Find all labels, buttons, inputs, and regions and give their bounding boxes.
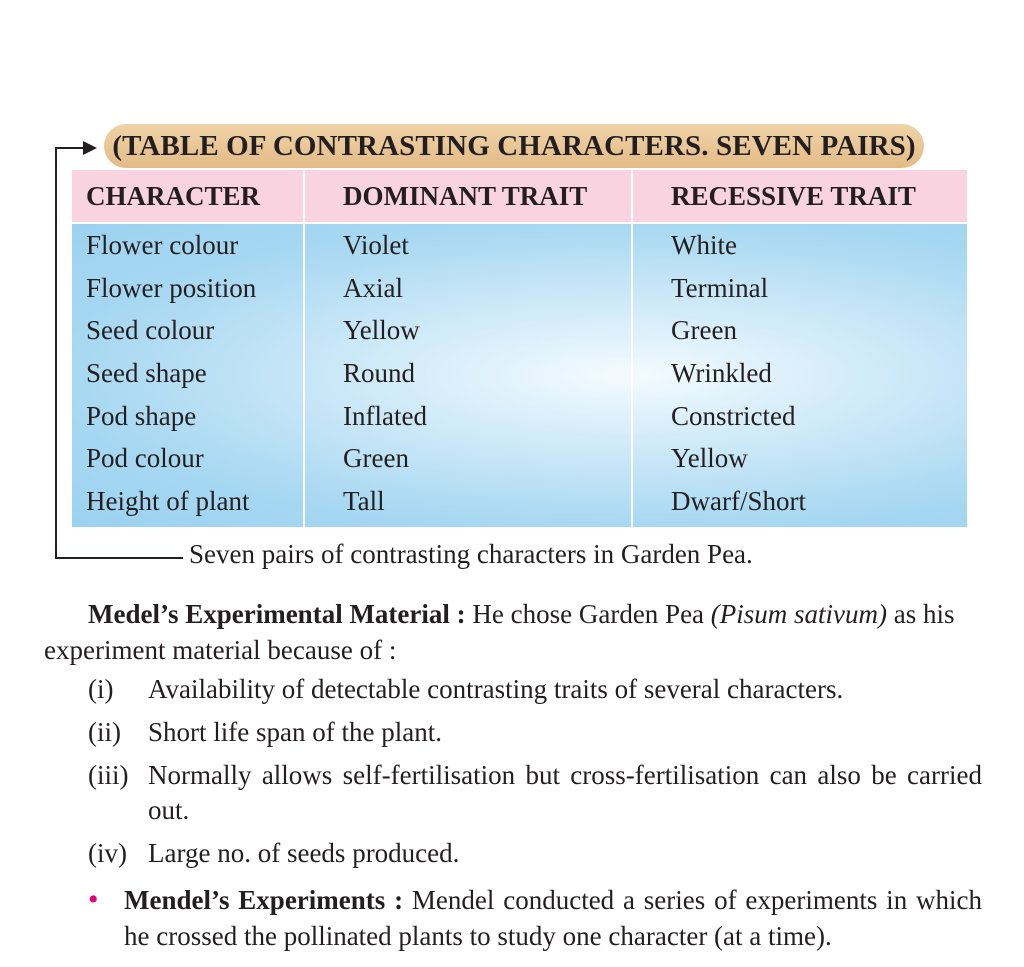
cell-dominant: Violet — [343, 230, 409, 260]
cell-character: Height of plant — [86, 486, 250, 517]
table-row — [72, 309, 967, 352]
table-row — [72, 437, 967, 480]
table-caption: Seven pairs of contrasting characters in Garden Pea. — [189, 539, 753, 569]
cell-dominant: Round — [343, 358, 416, 389]
bracket-line-vertical — [55, 148, 57, 559]
list-item-number: (ii) — [88, 717, 121, 747]
table-title: (TABLE OF CONTRASTING CHARACTERS. SEVEN PAIRS) — [112, 129, 916, 162]
cell-recessive: Constricted — [671, 400, 796, 431]
list-item-text: Availability of detectable contrasting traits of several characters. — [148, 674, 844, 704]
cell-dominant: Green — [343, 443, 409, 474]
list-item-number: (iv) — [88, 838, 127, 868]
table-row — [72, 267, 967, 310]
cell-recessive: Dwarf/Short — [671, 486, 806, 517]
cell-character: Flower position — [86, 272, 257, 303]
cell-character: Seed colour — [86, 315, 215, 346]
table-body — [72, 224, 967, 527]
list-item-number: (i) — [88, 674, 114, 704]
experiments-bullet — [88, 882, 982, 954]
table-title-banner — [104, 124, 924, 168]
cell-character: Flower colour — [86, 230, 239, 260]
cell-recessive: Wrinkled — [671, 358, 772, 389]
table-row — [72, 352, 967, 395]
cell-recessive: White — [671, 230, 737, 260]
cell-dominant: Tall — [343, 486, 385, 517]
cell-recessive: Terminal — [671, 272, 769, 303]
column-divider — [303, 170, 305, 222]
cell-dominant: Yellow — [343, 315, 420, 346]
bullet-body: Mendel conducted a series of experiments in which he crossed the pollinated plants to study one character (at a time). — [124, 885, 982, 951]
column-divider — [631, 224, 633, 527]
cell-character: Pod shape — [86, 400, 197, 431]
reasons-list — [88, 672, 982, 879]
cell-recessive: Green — [671, 315, 737, 346]
bullet-icon: • — [88, 883, 99, 916]
scientific-name: (Pisum sativum) — [710, 599, 888, 629]
list-item-text: Large no. of seeds produced. — [148, 838, 460, 868]
paragraph-text-before: He chose Garden Pea — [465, 599, 711, 629]
list-item — [88, 758, 982, 828]
list-item-text: Normally allows self-fertilisation but cross-fertilisation can also be carried out. — [148, 760, 982, 825]
list-item — [88, 836, 982, 871]
arrow-right-icon — [83, 141, 97, 155]
bracket-line-bottom — [55, 557, 183, 559]
header-character: CHARACTER — [86, 180, 261, 211]
bracket-line-top — [55, 147, 85, 149]
cell-recessive: Yellow — [671, 443, 748, 474]
traits-table — [72, 170, 967, 527]
cell-dominant: Inflated — [343, 400, 427, 431]
column-divider — [303, 224, 305, 527]
list-item-number: (iii) — [88, 760, 129, 790]
cell-character: Pod colour — [86, 443, 204, 474]
paragraph-text-after: as his experiment material because of : — [44, 599, 955, 665]
table-row — [72, 480, 967, 523]
header-recessive-trait: RECESSIVE TRAIT — [671, 180, 916, 211]
bullet-text — [124, 882, 982, 954]
table-header-row — [72, 170, 967, 222]
cell-dominant: Axial — [343, 272, 403, 303]
list-item — [88, 672, 982, 707]
column-divider — [631, 170, 633, 222]
table-row — [72, 395, 967, 438]
header-dominant-trait: DOMINANT TRAIT — [343, 180, 588, 211]
cell-character: Seed shape — [86, 358, 207, 389]
bullet-heading: Mendel’s Experiments : — [124, 885, 404, 915]
table-row — [72, 224, 967, 267]
experimental-material-paragraph — [44, 596, 982, 668]
list-item — [88, 715, 982, 750]
list-item-text: Short life span of the plant. — [148, 717, 442, 747]
paragraph-heading: Medel’s Experimental Material : — [88, 599, 466, 629]
